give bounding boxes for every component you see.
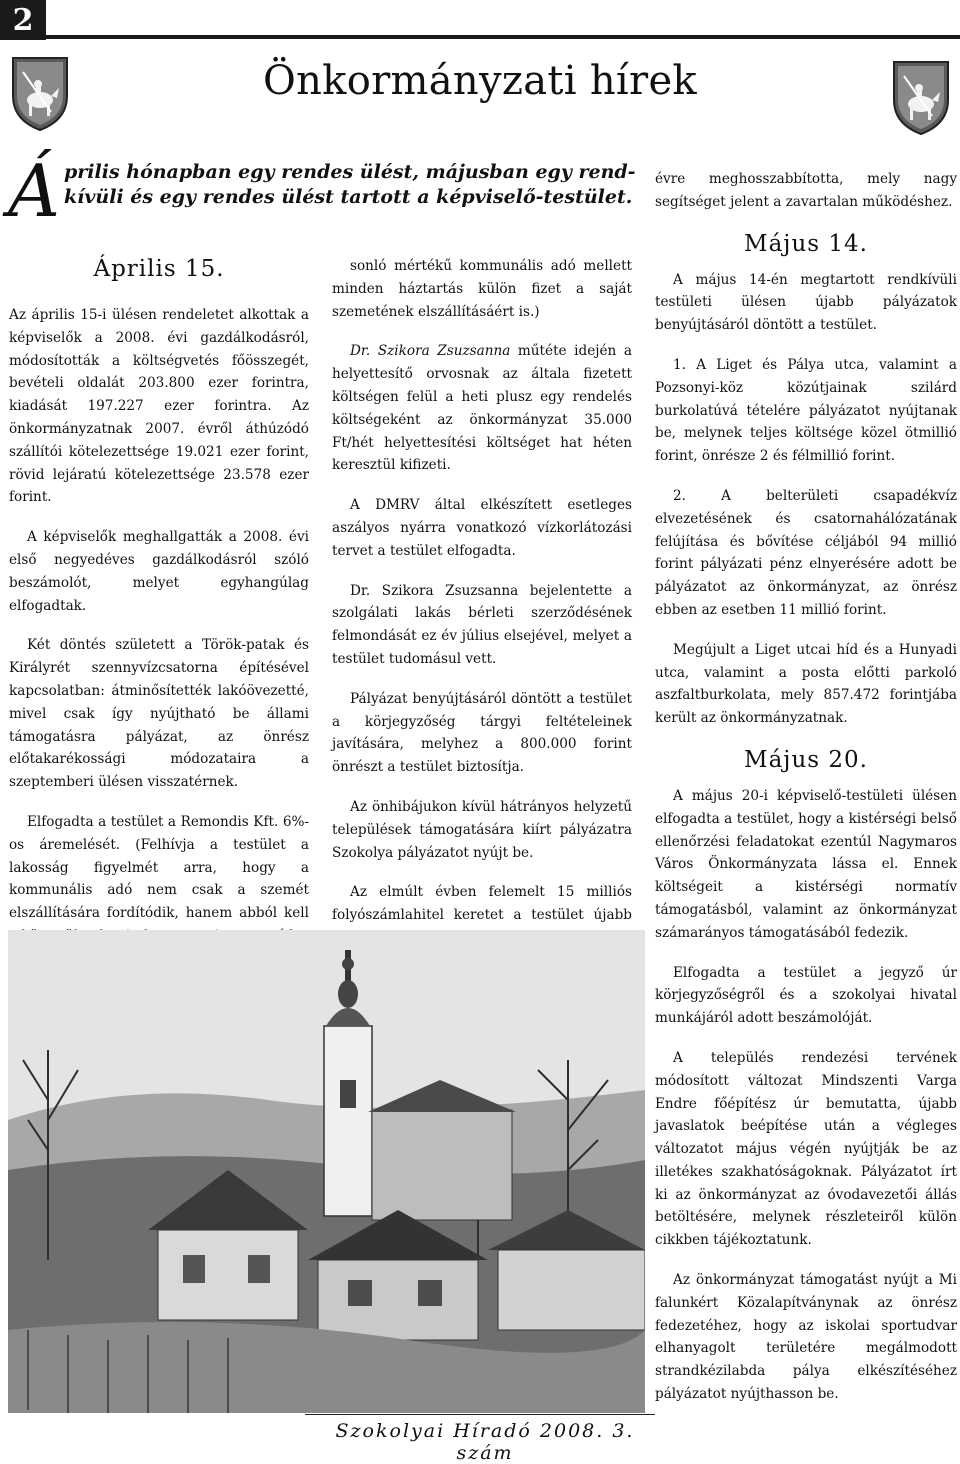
paragraph: Elfogadta a testület a Remondis Kft. 6%-os áremelését. (Felhívja a testület a lakosság figyelmét arra, hogy a kommunális adó nem csak a szemét elszállítására fordítódik, hanem abból kell (9, 813, 309, 922)
paragraph: évre meghosszabbította, mely nagy segítséget jelent a zavartalan működéshez. (655, 171, 957, 210)
paragraph: Két döntés született a Török-patak és Királyrét szennyvízcsatorna építésével kapcsolatban: átminősítették lakóövezetté, mivel csak így nyújtható be állami támogatásra pályázat, az önrész előtakarékossági módozataira a szeptemberi ülésen visszatérnek. (9, 637, 309, 791)
paragraph: 2. A belterületi csapadékvíz elvezetésének és csatornahálózatának felújítása és bővítése céljából 94 millió forint pályázati pénz elnyerésére adott be pályázatot az önkormányzat, az önrész ebben az esetben 11 millió forint. (655, 487, 957, 618)
section-heading-april-15: Április 15. (93, 256, 225, 282)
paragraph: Pályázat benyújtásáról döntött a testület a körjegyzőség tárgyi feltételeinek javítására, melyhez a 800.000 forint önrészt a testület biztosítja. (332, 690, 632, 776)
paragraph-text: műtéte idején a helyettesítő orvosnak az általa fizetett költségen felül a heti plusz egy rendelés költségeként az önkormányzat 35.000 Ft/hét helyettesítési költséget hat héten keresztül kifizeti. (332, 343, 632, 474)
lead-text: prilis hónapban egy rendes ülést, májusban egy rend-kívüli és egy rendes ülést tartott a képviselő-testület. (64, 161, 636, 208)
paragraph: Az önkormányzat támogatást nyújt a Mi falunkért Közalapítványnak az önrész fedezetéhez, hogy az iskolai sportudvar elhanyagolt területére megálmodott strandkézilabda pálya elkészítéséhez pályázatot nyújthasson be. (655, 1272, 957, 1403)
footer-rule (305, 1414, 655, 1415)
masthead-title: Önkormányzati hírek (263, 58, 697, 104)
paragraph: A DMRV által elkészített esetleges aszályos nyárra vonatkozó vízkorlátozási tervet a testület elfogadta. (332, 497, 632, 559)
column-3 (655, 168, 957, 1423)
person-name: Dr. Szikora Zsuzsanna (350, 343, 511, 360)
paragraph: sonló mértékű kommunális adó mellett minden háztartás külön fizet a saját szemetének elszállításáért is.) (332, 258, 632, 320)
paragraph: Az elmúlt évben felemelt 15 milliós folyószámlahitel keretet a testület újabb (332, 884, 632, 924)
header-rule (46, 35, 960, 39)
paragraph: Az április 15-i ülésen rendeletet alkottak a képviselők a 2008. évi gazdálkodásról, módosították a költségvetés főösszegét, bevételi oldalát 203.800 ezer forintra, kiadását 197.227 ezer forintra. Az önkormányzatnak 2007. évről áthúzódó szállítói kötelezettsége 19.021 ezer forint, rövid lejáratú kötelezettsége 23.578 ezer forint. (9, 307, 309, 506)
coat-of-arms-icon (9, 54, 71, 132)
drop-cap: Á (8, 149, 60, 233)
paragraph: Elfogadta a testület a jegyző úr körjegyzőségről és a szokolyai hivatal munkájáról adott beszámolóját. (655, 964, 957, 1027)
column-2 (332, 255, 632, 967)
paragraph: A május 14-én megtartott rendkívüli testületi ülésen újabb pályázatok benyújtásáról döntött a testület. (655, 271, 957, 334)
village-church-photo (8, 930, 645, 1413)
paragraph: A május 20-i képviselő-testületi ülésen elfogadta a testület, hogy a kistérségi belső ellenőrzési feladatokat ezentúl Nagymaros Város Önkormányzata lássa el. Ennek költségeit a kistérségi normatív támogatásból, valamint az önkormányzat számarányos támogatásából fedezik. (655, 787, 957, 941)
page-number: 2 (0, 0, 46, 40)
paragraph: A település rendezési tervének módosított változat Mindszenti Varga Endre főépítész úr bemutatta, újabb javaslatok beépítése után a végleges változatot május végén nyújtják be az illetékes szakhatóságoknak. Pályázatot írt ki az önkormányzat az óvodavezetői állás betöltésére, melynek részleteiről külön cikkben tájékoztatunk. (655, 1049, 957, 1249)
paragraph (332, 340, 632, 477)
section-heading-may-20: Május 20. (744, 746, 868, 773)
paragraph: 1. A Liget és Pálya utca, valamint a Pozsonyi-köz közútjainak szilárd burkolatúvá tételére pályázatot nyújtanak be, melynek teljes költsége közel ötmillió forint, önrésze 2 és félmillió forint. (655, 356, 957, 465)
paragraph: Az önhibájukon kívül hátrányos helyzetű települések támogatására kiírt pályázatra Szokolya pályázatot nyújt be. (332, 798, 632, 861)
paragraph: Dr. Szikora Zsuzsanna bejelentette a szolgálati lakás bérleti szerződésének felmondását ez év július elsejével, melyet a testület tudomásul vett. (332, 582, 632, 667)
paragraph: Megújult a Liget utcai híd és a Hunyadi utca, valamint a posta előtti parkoló aszfaltburkolata, mely 857.472 forintjába került az önkormányzatnak. (655, 641, 957, 727)
footer-publication: Szokolyai Híradó 2008. 3. szám (335, 1420, 635, 1464)
column-1 (9, 232, 309, 988)
paragraph: A képviselők meghallgatták a 2008. évi első negyedéves gazdálkodásról szóló beszámolót, melyet egyhangúlag elfogadtak. (9, 529, 309, 614)
section-heading-may-14: Május 14. (744, 230, 868, 257)
lead-paragraph (8, 149, 638, 233)
coat-of-arms-icon (890, 58, 952, 136)
